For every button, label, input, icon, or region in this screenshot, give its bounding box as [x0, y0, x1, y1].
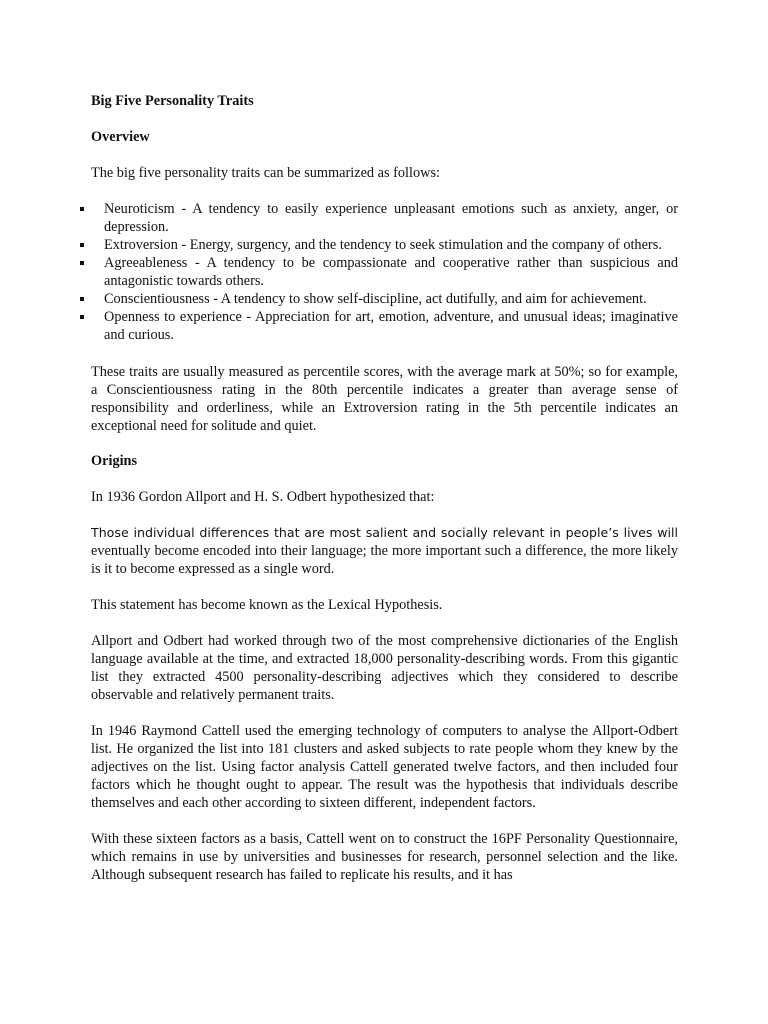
sixteen-factors-paragraph: With these sixteen factors as a basis, Cattell went on to construct the 16PF Personality Questionnaire, which remains in use by universities and businesses for research, personnel selection and the like. Although subsequent research has failed to replicate his results, and it has — [91, 831, 678, 883]
dictionaries-paragraph: Allport and Odbert had worked through two of the most comprehensive dictionaries of the English language available at the time, and extracted 18,000 personality-describing words. From this gigantic list they extracted 4500 personality-describing adjectives which they considered to describe observable and relatively permanent traits. — [91, 633, 678, 703]
trait-text: Neuroticism - A tendency to easily experience unpleasant emotions such as anxiety, anger, or depression. — [104, 201, 678, 235]
allport-intro: In 1936 Gordon Allport and H. S. Odbert hypothesized that: — [91, 489, 435, 505]
bullet-icon — [80, 315, 84, 319]
quote-rest: eventually become encoded into their language; the more important such a difference, the more likely is it to become expressed as a single word. — [91, 543, 678, 577]
intro-paragraph: The big five personality traits can be summarized as follows: — [91, 165, 440, 181]
list-item — [91, 236, 678, 254]
list-item — [91, 308, 678, 344]
bullet-icon — [80, 243, 84, 247]
lexical-statement: This statement has become known as the Lexical Hypothesis. — [91, 597, 443, 613]
trait-text: Extroversion - Energy, surgency, and the tendency to seek stimulation and the company of others. — [104, 237, 662, 253]
percentile-paragraph: These traits are usually measured as percentile scores, with the average mark at 50%; so for example, a Conscientiousness rating in the 80th percentile indicates a greater than average sense of responsibility and orderliness, while an Extroversion rating in the 5th percentile indicates an exceptional need for solitude and quiet. — [91, 364, 678, 434]
list-item — [91, 254, 678, 290]
overview-heading: Overview — [91, 129, 150, 145]
bullet-icon — [80, 261, 84, 265]
bullet-icon — [80, 297, 84, 301]
document-title: Big Five Personality Traits — [91, 93, 254, 109]
list-item — [91, 200, 678, 236]
lexical-quote — [91, 524, 678, 578]
list-item — [91, 290, 678, 308]
cattell-paragraph: In 1946 Raymond Cattell used the emerging technology of computers to analyse the Allport-Odbert list. He organized the list into 181 clusters and asked subjects to rate people whom they knew by the adjectives on the list. Using factor analysis Cattell generated twelve factors, and then included four factors which he thought ought to appear. The result was the hypothesis that individuals describe themselves and each other according to sixteen different, independent factors. — [91, 723, 678, 811]
trait-text: Agreeableness - A tendency to be compassionate and cooperative rather than suspicious and antagonistic towards others. — [104, 255, 678, 289]
origins-heading: Origins — [91, 453, 138, 469]
trait-text: Openness to experience - Appreciation for art, emotion, adventure, and unusual ideas; imaginative and curious. — [104, 309, 678, 343]
document-page — [91, 92, 678, 884]
bullet-icon — [80, 207, 84, 211]
traits-list — [91, 200, 678, 344]
trait-text: Conscientiousness - A tendency to show self-discipline, act dutifully, and aim for achievement. — [104, 291, 647, 307]
quote-start: Those individual differences that are most salient and socially relevant in people’s lives will — [91, 525, 678, 540]
